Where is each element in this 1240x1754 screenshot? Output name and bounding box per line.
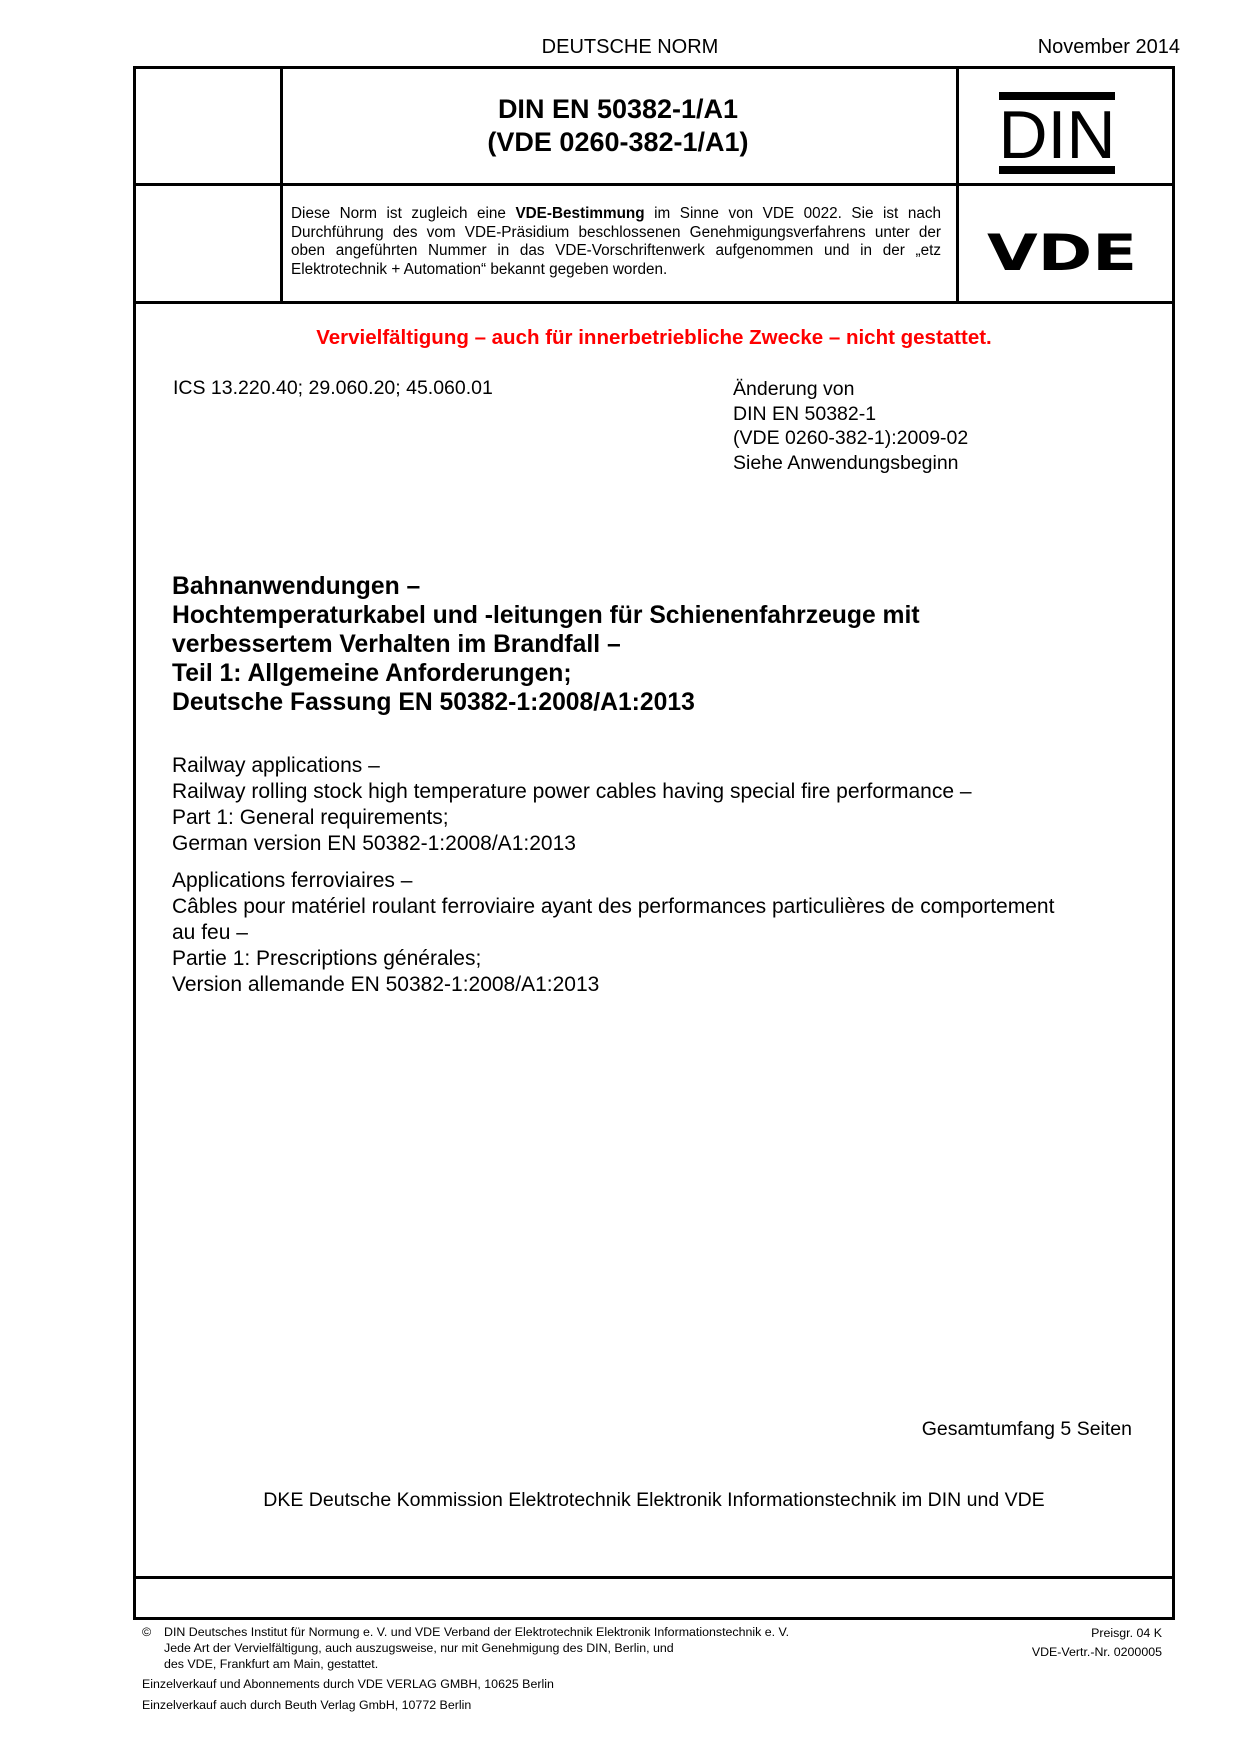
title-de-line: Hochtemperaturkabel und -leitungen für Schienenfahrzeuge mit <box>172 602 920 629</box>
title-french <box>172 868 1054 998</box>
document-number-din: DIN EN 50382-1/A1 <box>497 94 739 124</box>
amendment-line: Änderung von <box>733 378 855 400</box>
copyright-line: DIN Deutsches Institut für Normung e. V. und VDE Verband der Elektrotechnik Elektronik Informationstechnik e. V. <box>164 1625 790 1639</box>
price-group: Preisgr. 04 K <box>1091 1626 1162 1640</box>
title-de-line: verbessertem Verhalten im Brandfall – <box>172 631 621 658</box>
frame-divider-row2 <box>133 301 1175 304</box>
copy-warning: Vervielfältigung – auch für innerbetriebliche Zwecke – nicht gestattet. <box>316 326 992 349</box>
document-number <box>283 93 953 159</box>
copyright-notice <box>142 1624 789 1672</box>
title-en-line: Railway applications – <box>172 754 380 777</box>
title-en-line: Railway rolling stock high temperature power cables having special fire performance – <box>172 780 972 803</box>
vde-note-text-1: Diese Norm ist zugleich eine <box>291 205 516 222</box>
dke-committee: DKE Deutsche Kommission Elektrotechnik Elektronik Informationstechnik im DIN und VDE <box>263 1489 1045 1511</box>
publication-date: November 2014 <box>1037 36 1180 58</box>
title-de-line: Deutsche Fassung EN 50382-1:2008/A1:2013 <box>172 689 695 716</box>
svg-text:DIN: DIN <box>998 97 1116 173</box>
sales-line: Einzelverkauf und Abonnements durch VDE VERLAG GMBH, 10625 Berlin <box>142 1677 554 1691</box>
title-en-line: Part 1: General requirements; <box>172 806 449 829</box>
title-fr-line: Câbles pour matériel roulant ferroviaire ayant des performances particulières de comportement <box>172 895 1055 918</box>
amendment-info <box>733 377 968 475</box>
document-number-vde: (VDE 0260-382-1/A1) <box>487 127 749 157</box>
title-de-line: Bahnanwendungen – <box>172 573 421 600</box>
vde-logo-icon <box>982 225 1142 277</box>
title-fr-line: au feu – <box>172 921 248 944</box>
vde-regulation-note <box>291 205 941 279</box>
copyright-line: Jede Art der Vervielfältigung, auch auszugsweise, nur mit Genehmigung des DIN, Berlin, und <box>164 1641 674 1655</box>
din-logo-icon <box>995 92 1119 174</box>
title-fr-line: Version allemande EN 50382-1:2008/A1:2013 <box>172 973 600 996</box>
vde-note-text-2: im Sinne von VDE 0022. Sie ist nach Durchführung des vom VDE-Präsidium beschlossenen Genehmigungsverfahrens unter der oben angeführten Nummer in das VDE-Vorschriftenwerk aufgenommen und in der „etz Elektrotechnik + Automation“ bekannt gegeben worden. <box>291 205 941 278</box>
title-german <box>172 572 920 717</box>
norm-label: DEUTSCHE NORM <box>541 36 719 58</box>
copyright-line: des VDE, Frankfurt am Main, gestattet. <box>164 1657 379 1671</box>
title-en-line: German version EN 50382-1:2008/A1:2013 <box>172 832 576 855</box>
amendment-line: (VDE 0260-382-1):2009-02 <box>733 427 969 449</box>
title-fr-line: Applications ferroviaires – <box>172 869 413 892</box>
sales-info <box>142 1674 554 1716</box>
price-info <box>1032 1624 1162 1662</box>
title-english <box>172 753 972 857</box>
frame-divider-row1 <box>133 183 1175 186</box>
amendment-line: Siehe Anwendungsbeginn <box>733 451 959 474</box>
title-de-line: Teil 1: Allgemeine Anforderungen; <box>172 660 572 687</box>
vde-sales-number: VDE-Vertr.-Nr. 0200005 <box>1031 1645 1162 1659</box>
vde-note-bold: VDE-Bestimmung <box>515 205 645 222</box>
title-fr-line: Partie 1: Prescriptions générales; <box>172 947 482 970</box>
amendment-line: DIN EN 50382-1 <box>733 402 877 425</box>
ics-codes: ICS 13.220.40; 29.060.20; 45.060.01 <box>173 377 493 399</box>
sales-line: Einzelverkauf auch durch Beuth Verlag GmbH, 10772 Berlin <box>142 1698 472 1712</box>
copyright-icon: © <box>142 1625 152 1639</box>
frame-divider-footer <box>133 1576 1175 1579</box>
svg-text:VDE: VDE <box>987 225 1137 277</box>
total-pages: Gesamtumfang 5 Seiten <box>921 1418 1132 1440</box>
